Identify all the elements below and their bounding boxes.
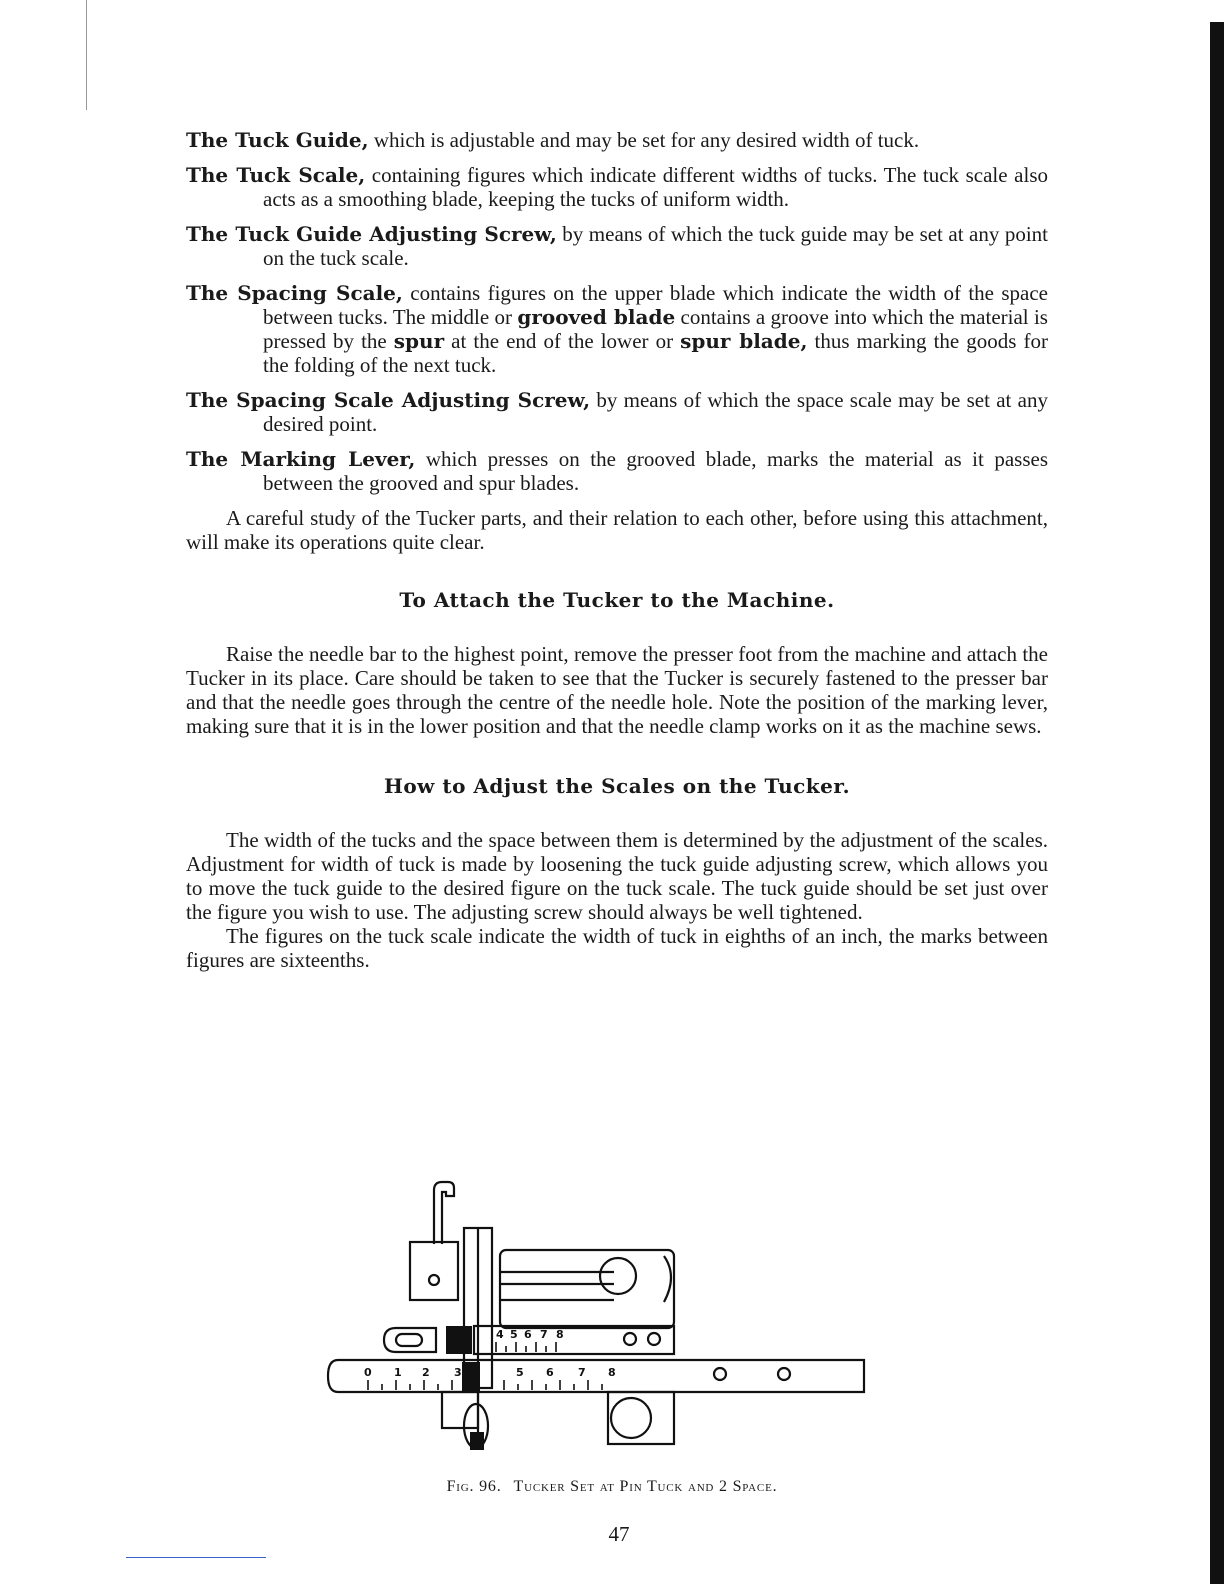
page-number: 47 xyxy=(608,1522,630,1546)
scan-left-line xyxy=(86,0,87,110)
attach-paragraph: Raise the needle bar to the highest point, remove the presser foot from the machine and attach the Tucker in its place. Care should be taken to see that the Tucker is securely fastened to the presser bar and that the needle goes through the centre of the needle hole. Note the position of the marking lever, making sure that it is in the lower position and that the needle clamp works on it as the machine sews. xyxy=(186,642,1048,738)
footnote-rule xyxy=(126,1557,266,1558)
upper-scale-digit: 8 xyxy=(556,1328,564,1341)
lower-scale-digit: 1 xyxy=(394,1366,402,1379)
definition-spacing-scale: The Spacing Scale, contains figures on the upper blade which indicate the width of the space between tucks. The middle or grooved blade contains a groove into which the material is pressed by the spur at the end of the lower or spur blade, thus marking the goods for the folding of the next tuck. xyxy=(186,281,1048,377)
lower-scale-digit: 7 xyxy=(578,1366,586,1379)
presser-clamp-block xyxy=(410,1242,458,1300)
lower-scale-digit: 0 xyxy=(364,1366,372,1379)
section-heading-attach: To Attach the Tucker to the Machine. xyxy=(399,588,835,612)
lower-scale-digit: 6 xyxy=(546,1366,554,1379)
spacing-scale-adjusting-screw xyxy=(611,1398,651,1438)
upper-scale-digit: 7 xyxy=(540,1328,548,1341)
tuck-scale-blade xyxy=(474,1326,674,1354)
marking-lever xyxy=(442,1392,478,1428)
lower-scale-digit: 3 xyxy=(454,1366,462,1379)
definition-tuck-guide: The Tuck Guide, which is adjustable and may be set for any desired width of tuck. xyxy=(186,128,920,152)
definitions-list xyxy=(186,128,1048,495)
definition-tuck-scale: The Tuck Scale, containing figures which indicate different widths of tucks. The tuck scale also acts as a smoothing blade, keeping the tucks of uniform width. xyxy=(186,163,1048,211)
page-content xyxy=(186,128,1048,972)
spacing-scale-blade xyxy=(328,1360,864,1392)
definition-spacing-scale-adjusting-screw: The Spacing Scale Adjusting Screw, by means of which the space scale may be set at any desired point. xyxy=(186,388,1048,436)
adjust-paragraph-2: The figures on the tuck scale indicate the width of tuck in eighths of an inch, the marks between figures are sixteenths. xyxy=(186,924,1048,972)
upper-scale-digit: 4 xyxy=(496,1328,504,1341)
clamp-hole xyxy=(429,1275,439,1285)
study-paragraph: A careful study of the Tucker parts, and their relation to each other, before using this attachment, will make its operations quite clear. xyxy=(186,506,1048,554)
upper-scale-digit: 5 xyxy=(510,1328,518,1341)
lower-scale-digit: 5 xyxy=(516,1366,524,1379)
definition-marking-lever: The Marking Lever, which presses on the grooved blade, marks the material as it passes between the grooved and spur blades. xyxy=(186,447,1048,495)
figure-number: Fig. 96. xyxy=(446,1478,502,1495)
definition-tuck-guide-adjusting-screw: The Tuck Guide Adjusting Screw, by means of which the tuck guide may be set at any point on the tuck scale. xyxy=(186,222,1048,270)
left-tab xyxy=(384,1328,436,1352)
upper-scale-digit: 6 xyxy=(524,1328,532,1341)
figure-caption xyxy=(0,1478,1224,1496)
upper-frame xyxy=(500,1250,674,1328)
lower-scale-digit: 2 xyxy=(422,1366,430,1379)
scan-edge-shadow xyxy=(1210,22,1224,1584)
tuck-guide-adjusting-screw xyxy=(600,1258,636,1294)
lower-scale-digit: 8 xyxy=(608,1366,616,1379)
adjust-paragraph-1: The width of the tucks and the space between them is determined by the adjustment of the scales. Adjustment for width of tuck is made by loosening the tuck guide adjusting screw, which allows you to move the tuck guide to the desired figure on the tuck scale. The tuck guide should be set just over the figure you wish to use. The adjusting screw should always be well tightened. xyxy=(186,828,1048,924)
section-heading-adjust: How to Adjust the Scales on the Tucker. xyxy=(383,774,851,798)
tucker-illustration xyxy=(324,1176,870,1460)
figure-title: Tucker Set at Pin Tuck and 2 Space. xyxy=(513,1478,778,1495)
presser-bar-hook xyxy=(434,1182,454,1244)
